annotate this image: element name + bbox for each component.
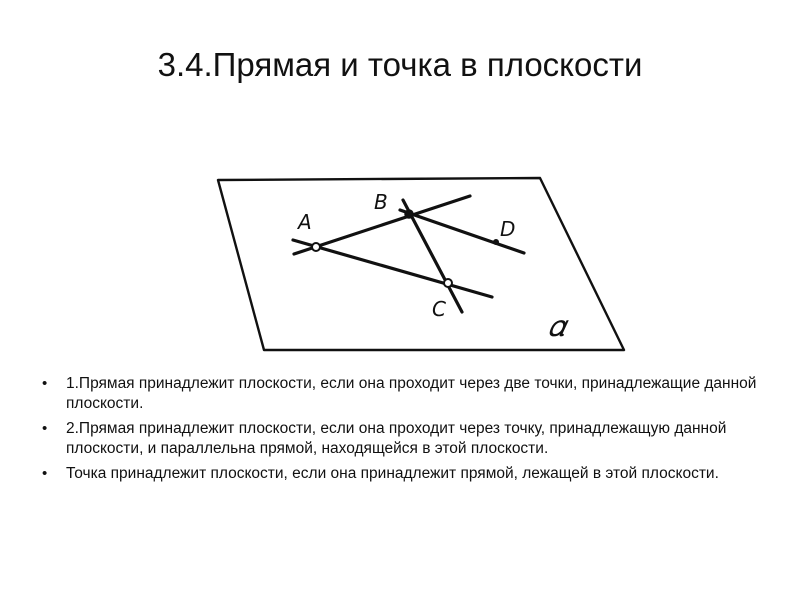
rule-text: 2.Прямая принадлежит плоскости, если она проходит через точку, принадлежащую данной плоскости, и параллельна прямой, находящейся в этой плоскости.	[66, 420, 727, 457]
slide-title: 3.4.Прямая и точка в плоскости	[157, 46, 643, 83]
plane-diagram	[200, 168, 640, 358]
rule-text: Точка принадлежит плоскости, если она принадлежит прямой, лежащей в этой плоскости.	[66, 465, 719, 482]
point-c	[444, 279, 452, 287]
rule-item	[40, 419, 780, 459]
point-label-d: D	[500, 217, 516, 241]
rules-list	[40, 374, 780, 489]
rule-text: 1.Прямая принадлежит плоскости, если она проходит через две точки, принадлежащие данной плоскости.	[66, 375, 757, 412]
point-b	[405, 210, 413, 218]
rule-item	[40, 464, 780, 484]
plane-label-alpha: 𝛼	[548, 309, 566, 344]
point-label-c: C	[432, 297, 446, 321]
bullet-icon: •	[42, 465, 48, 482]
point-a	[312, 243, 320, 251]
bullet-icon: •	[42, 420, 48, 437]
line-ac	[293, 240, 492, 297]
point-d	[493, 239, 499, 245]
point-label-a: A	[298, 210, 312, 234]
point-label-b: B	[374, 190, 388, 214]
rule-item	[40, 374, 780, 414]
bullet-icon: •	[42, 375, 48, 392]
